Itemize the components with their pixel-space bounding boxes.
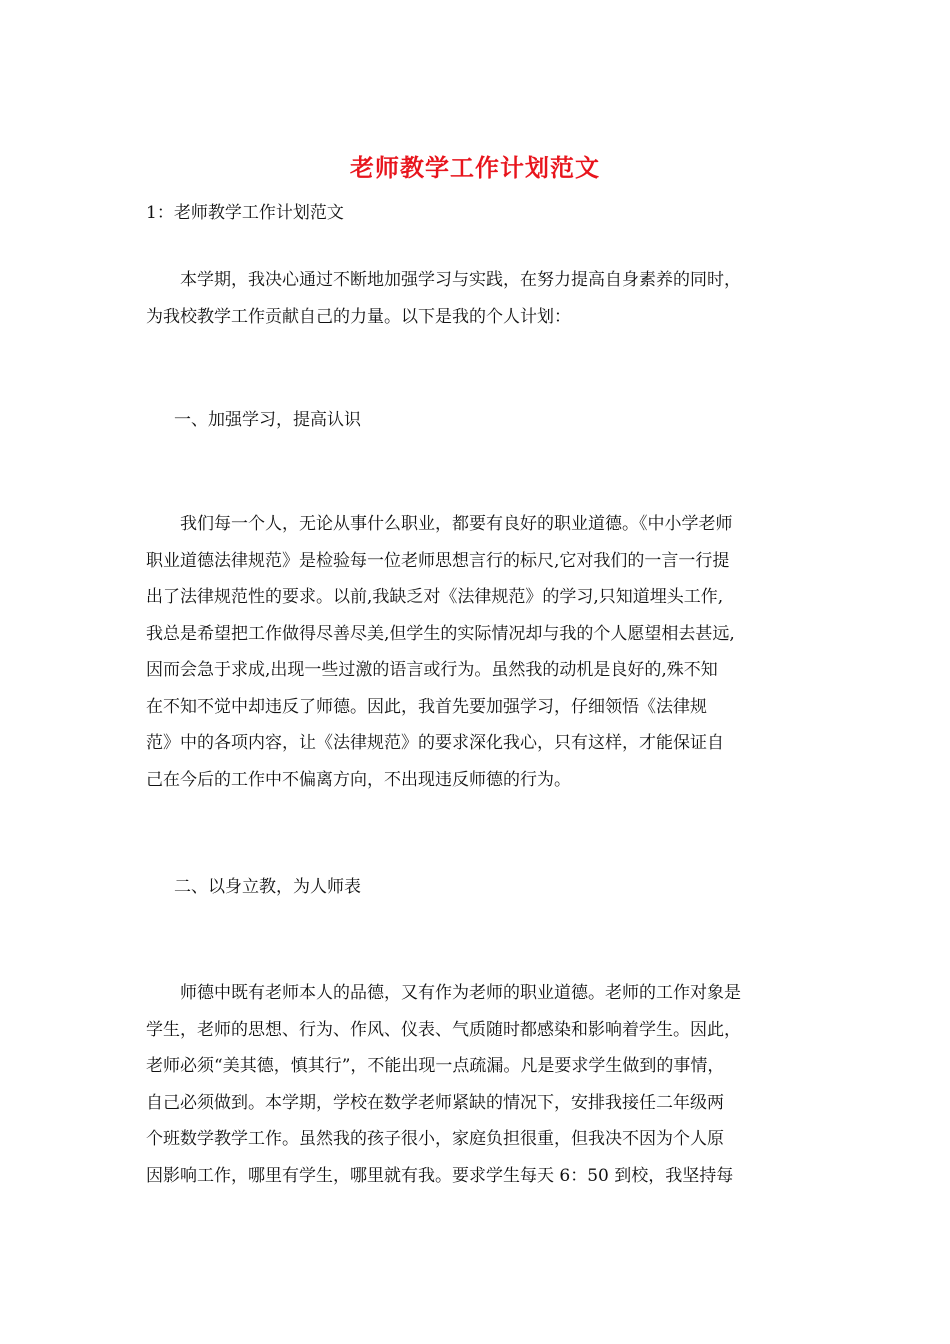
paragraph-line: 自己必须做到。本学期，学校在数学老师紧缺的情况下，安排我接任二年级两 (146, 1092, 724, 1113)
paragraph-line: 在不知不觉中却违反了师德。因此，我首先要加强学习，仔细领悟《法律规 (146, 696, 707, 717)
paragraph-line: 我总是希望把工作做得尽善尽美,但学生的实际情况却与我的个人愿望相去甚远, (146, 623, 735, 644)
paragraph-line: 个班数学教学工作。虽然我的孩子很小，家庭负担很重，但我决不因为个人原 (146, 1129, 724, 1149)
section-heading-2: 二、以身立教，为人师表 (174, 877, 361, 897)
section-1-paragraph (146, 506, 814, 798)
section-heading-1: 一、加强学习，提高认识 (174, 410, 361, 430)
paragraph-line: 学生，老师的思想、行为、作风、仪表、气质随时都感染和影响着学生。因此， (146, 1019, 741, 1040)
intro-paragraph (146, 262, 814, 335)
paragraph-line: 出了法律规范性的要求。以前,我缺乏对《法律规范》的学习,只知道埋头工作, (146, 587, 724, 607)
paragraph-line: 职业道德法律规范》是检验每一位老师思想言行的标尺,它对我们的一言一行提 (146, 550, 730, 571)
paragraph-line: 我们每一个人，无论从事什么职业，都要有良好的职业道德。《中小学老师 (146, 514, 733, 534)
document-subtitle: 1：老师教学工作计划范文 (146, 203, 344, 223)
paragraph-line: 因而会急于求成,出现一些过激的语言或行为。虽然我的动机是良好的,殊不知 (146, 660, 718, 680)
paragraph-line: 本学期，我决心通过不断地加强学习与实践，在努力提高自身素养的同时， (146, 270, 741, 290)
paragraph-line: 己在今后的工作中不偏离方向，不出现违反师德的行为。 (146, 769, 571, 790)
paragraph-line: 范》中的各项内容，让《法律规范》的要求深化我心，只有这样，才能保证自 (146, 733, 724, 753)
paragraph-line: 因影响工作，哪里有学生，哪里就有我。要求学生每天 6：50 到校，我坚持每 (146, 1165, 734, 1186)
paragraph-line: 为我校教学工作贡献自己的力量。以下是我的个人计划： (146, 306, 571, 327)
document-title: 老师教学工作计划范文 (350, 153, 600, 182)
section-2-paragraph (146, 975, 814, 1194)
paragraph-line: 师德中既有老师本人的品德，又有作为老师的职业道德。老师的工作对象是 (146, 983, 741, 1003)
paragraph-line: 老师必须“美其德，慎其行”，不能出现一点疏漏。凡是要求学生做到的事情， (146, 1056, 725, 1076)
